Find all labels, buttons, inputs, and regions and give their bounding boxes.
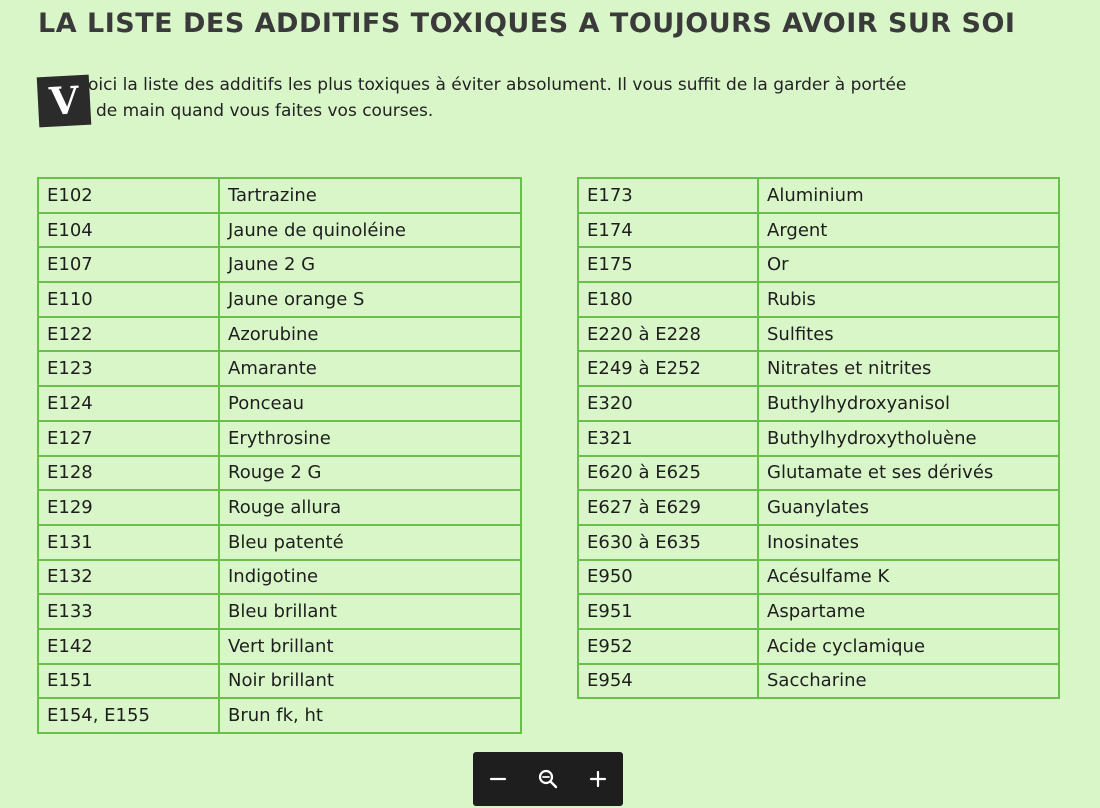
additive-code: E122 [38, 317, 219, 352]
additive-code: E142 [38, 629, 219, 664]
additive-code: E220 à E228 [578, 317, 758, 352]
table-row [38, 560, 521, 595]
table-row [578, 317, 1059, 352]
additive-code: E951 [578, 594, 758, 629]
additive-name: Vert brillant [219, 629, 521, 664]
additive-name: Sulfites [758, 317, 1059, 352]
minus-icon [488, 769, 508, 789]
table-row [38, 490, 521, 525]
table-row [38, 525, 521, 560]
additive-code: E123 [38, 351, 219, 386]
additive-name: Bleu patenté [219, 525, 521, 560]
additives-table-left [37, 177, 522, 734]
additive-name: Tartrazine [219, 178, 521, 213]
intro-line-1: oici la liste des additifs les plus toxiques à éviter absolument. Il vous suffit de la garder à portée [88, 75, 907, 95]
table-row [38, 456, 521, 491]
table-row [578, 351, 1059, 386]
additive-name: Glutamate et ses dérivés [758, 456, 1059, 491]
additive-code: E249 à E252 [578, 351, 758, 386]
additive-name: Rubis [758, 282, 1059, 317]
additive-name: Aspartame [758, 594, 1059, 629]
zoom-in-button[interactable] [580, 761, 616, 797]
table-row [38, 629, 521, 664]
additive-code: E127 [38, 421, 219, 456]
additive-name: Argent [758, 213, 1059, 248]
table-row [578, 594, 1059, 629]
table-row [578, 213, 1059, 248]
additive-code: E151 [38, 664, 219, 699]
additive-code: E104 [38, 213, 219, 248]
additive-code: E132 [38, 560, 219, 595]
zoom-reset-button[interactable] [530, 761, 566, 797]
table-row [578, 525, 1059, 560]
table-row [38, 351, 521, 386]
additive-name: Amarante [219, 351, 521, 386]
table-row [38, 282, 521, 317]
page-title: LA LISTE DES ADDITIFS TOXIQUES A TOUJOURS AVOIR SUR SOI [38, 8, 1016, 39]
additive-name: Ponceau [219, 386, 521, 421]
additive-name: Guanylates [758, 490, 1059, 525]
additive-code: E954 [578, 664, 758, 699]
table-row [578, 282, 1059, 317]
table-row [578, 560, 1059, 595]
table-row [38, 664, 521, 699]
additive-code: E102 [38, 178, 219, 213]
additive-code: E175 [578, 247, 758, 282]
additive-code: E180 [578, 282, 758, 317]
additive-name: Erythrosine [219, 421, 521, 456]
additives-table-right [577, 177, 1060, 699]
additive-code: E174 [578, 213, 758, 248]
table-row [38, 178, 521, 213]
additive-code: E950 [578, 560, 758, 595]
additive-name: Acide cyclamique [758, 629, 1059, 664]
additive-code: E630 à E635 [578, 525, 758, 560]
table-row [578, 247, 1059, 282]
additive-name: Acésulfame K [758, 560, 1059, 595]
table-row [578, 629, 1059, 664]
additive-code: E133 [38, 594, 219, 629]
intro-line-2: de main quand vous faites vos courses. [96, 101, 434, 121]
additive-name: Indigotine [219, 560, 521, 595]
additive-name: Jaune 2 G [219, 247, 521, 282]
table-row [38, 317, 521, 352]
additive-name: Or [758, 247, 1059, 282]
magnifier-icon [537, 768, 559, 790]
table-row [38, 247, 521, 282]
additive-code: E320 [578, 386, 758, 421]
additive-code: E952 [578, 629, 758, 664]
additive-code: E321 [578, 421, 758, 456]
additive-name: Buthylhydroxytholuène [758, 421, 1059, 456]
additive-code: E131 [38, 525, 219, 560]
table-row [578, 421, 1059, 456]
table-row [38, 386, 521, 421]
plus-icon [588, 769, 608, 789]
additive-code: E128 [38, 456, 219, 491]
zoom-toolbar [473, 752, 623, 806]
table-row [38, 421, 521, 456]
additive-code: E129 [38, 490, 219, 525]
additive-name: Nitrates et nitrites [758, 351, 1059, 386]
table-row [578, 490, 1059, 525]
additive-code: E107 [38, 247, 219, 282]
additive-name: Azorubine [219, 317, 521, 352]
additive-code: E627 à E629 [578, 490, 758, 525]
table-row [38, 594, 521, 629]
additive-name: Saccharine [758, 664, 1059, 699]
additive-name: Buthylhydroxyanisol [758, 386, 1059, 421]
table-row [578, 664, 1059, 699]
additive-code: E620 à E625 [578, 456, 758, 491]
zoom-out-button[interactable] [480, 761, 516, 797]
table-row [578, 386, 1059, 421]
additive-name: Aluminium [758, 178, 1059, 213]
additive-name: Rouge allura [219, 490, 521, 525]
table-row [38, 213, 521, 248]
additive-code: E173 [578, 178, 758, 213]
additive-code: E110 [38, 282, 219, 317]
additive-name: Jaune orange S [219, 282, 521, 317]
additive-name: Rouge 2 G [219, 456, 521, 491]
table-row [578, 456, 1059, 491]
table-row [38, 698, 521, 733]
additive-name: Jaune de quinoléine [219, 213, 521, 248]
additive-name: Noir brillant [219, 664, 521, 699]
additive-name: Bleu brillant [219, 594, 521, 629]
additive-name: Brun fk, ht [219, 698, 521, 733]
table-row [578, 178, 1059, 213]
additive-name: Inosinates [758, 525, 1059, 560]
additive-code: E154, E155 [38, 698, 219, 733]
dropcap-letter: V [37, 75, 92, 128]
additive-code: E124 [38, 386, 219, 421]
